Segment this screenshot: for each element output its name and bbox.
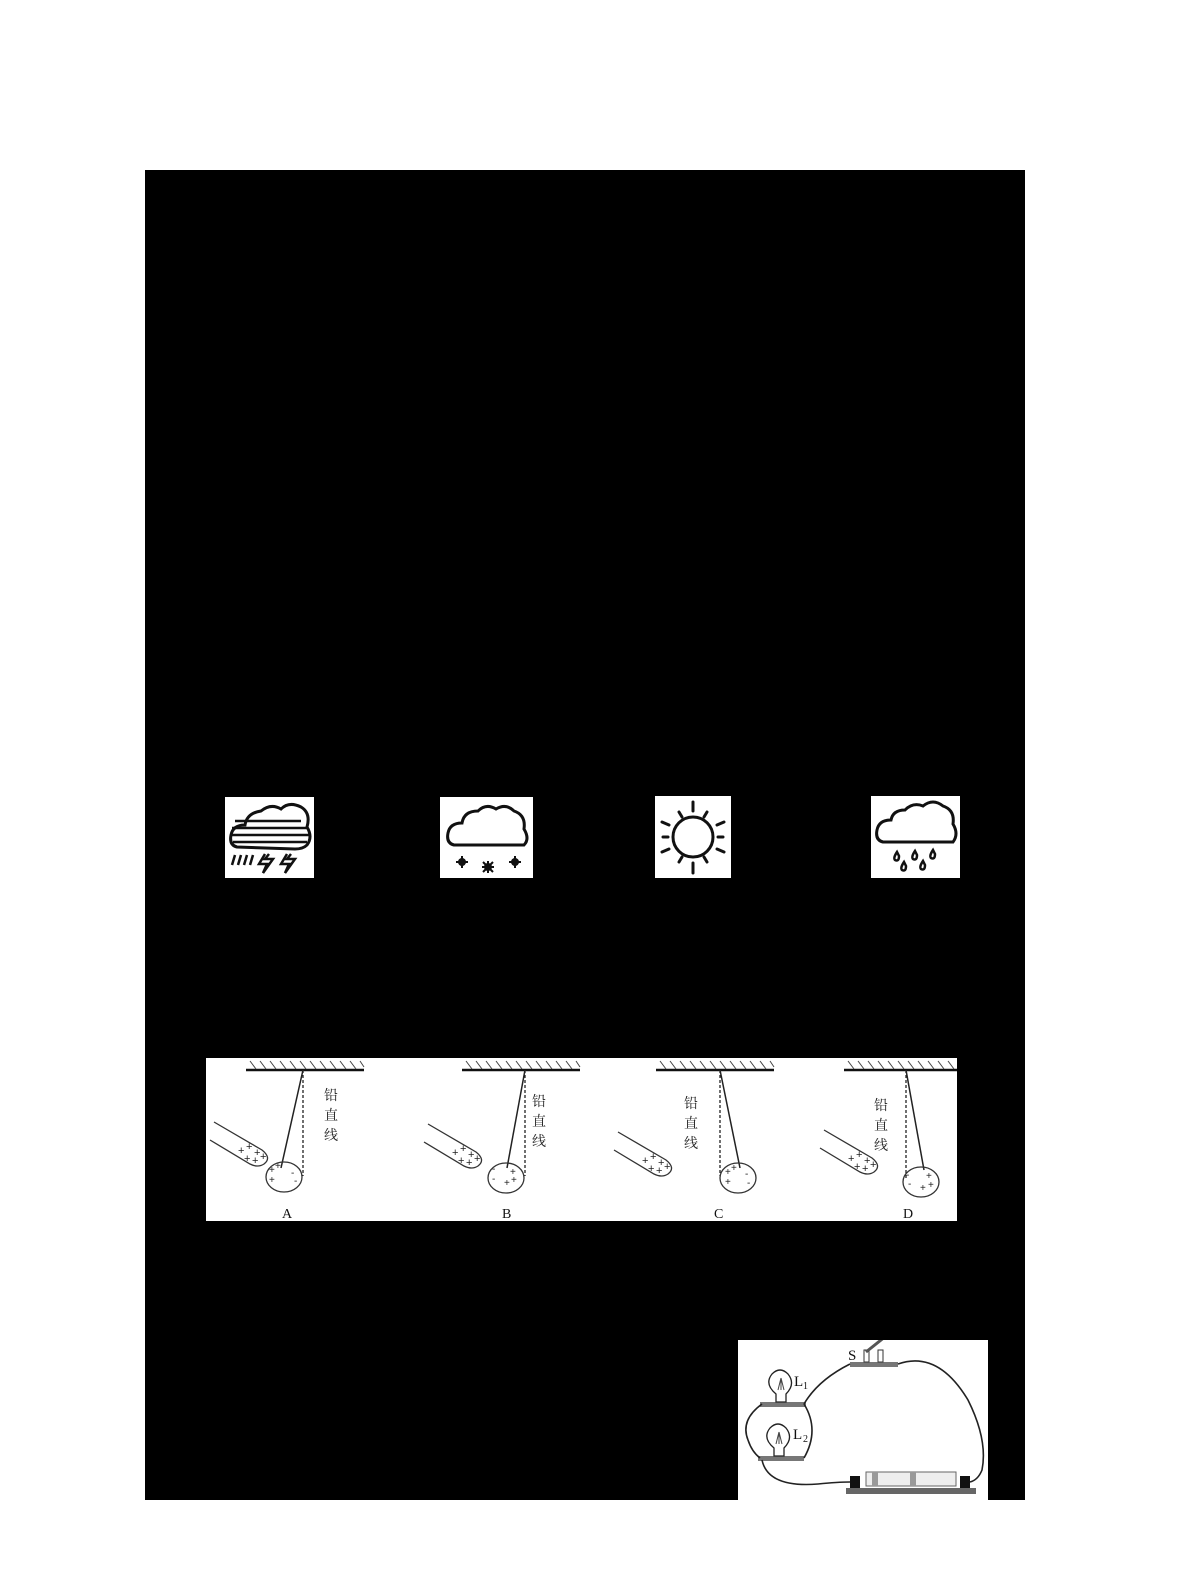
pendulum-options-figure: + + + + + + + + + - - 铅 直 线 A - - + + + 铅 直 线 B + + + - - 铅 直 线 C - - + + + 铅 直 线 D (206, 1058, 957, 1221)
svg-text:直: 直 (684, 1116, 698, 1132)
rain-icon (871, 796, 960, 878)
svg-text:+: + (731, 1163, 737, 1174)
svg-text:直: 直 (874, 1118, 888, 1134)
svg-text:+: + (725, 1177, 731, 1188)
svg-text:直: 直 (324, 1108, 338, 1124)
bulb-l2-icon (767, 1424, 790, 1456)
svg-text:+: + (920, 1183, 926, 1194)
weather-icon-sunny (655, 796, 731, 878)
svg-text:-: - (745, 1169, 749, 1180)
battery-base (846, 1488, 976, 1494)
svg-text:-: - (492, 1174, 496, 1185)
bulb-l1-icon (769, 1370, 792, 1402)
svg-text:+: + (269, 1165, 275, 1176)
svg-text:+: + (510, 1167, 516, 1178)
svg-text:铅: 铅 (684, 1096, 698, 1112)
svg-text:L: L (793, 1427, 803, 1443)
bulb-l2-base (758, 1456, 804, 1461)
svg-text:1: 1 (803, 1381, 808, 1392)
circuit-figure (738, 1340, 988, 1500)
option-d-diagram (820, 1061, 957, 1221)
svg-text:+: + (511, 1175, 517, 1186)
option-c-diagram (614, 1061, 774, 1221)
option-b-label: B (502, 1207, 512, 1221)
svg-text:+: + (275, 1161, 281, 1172)
svg-text:线: 线 (874, 1138, 888, 1154)
svg-text:+: + (926, 1171, 932, 1182)
svg-text:2: 2 (803, 1434, 808, 1445)
option-b-diagram (424, 1061, 580, 1221)
svg-text:-: - (747, 1178, 751, 1189)
thunderstorm-icon (225, 797, 314, 878)
svg-text:铅: 铅 (874, 1098, 888, 1114)
svg-text:线: 线 (684, 1136, 698, 1152)
svg-text:铅: 铅 (532, 1094, 546, 1110)
svg-text:+: + (928, 1180, 934, 1191)
svg-text:铅: 铅 (324, 1088, 338, 1104)
svg-text:-: - (291, 1168, 295, 1179)
svg-text:-: - (908, 1179, 912, 1190)
svg-text:-: - (492, 1164, 496, 1175)
svg-text:+: + (269, 1175, 275, 1186)
snow-icon (440, 797, 533, 878)
svg-text:+: + (504, 1178, 510, 1189)
switch-label: S (848, 1348, 857, 1364)
option-c-label: C (714, 1207, 724, 1221)
option-a-label: A (282, 1207, 293, 1221)
option-d-label: D (903, 1207, 914, 1221)
svg-text:L: L (794, 1374, 804, 1390)
weather-icon-thunderstorm (225, 797, 314, 878)
svg-text:直: 直 (532, 1114, 546, 1130)
sun-icon (655, 796, 731, 878)
svg-text:-: - (906, 1170, 910, 1181)
switch-base (850, 1362, 898, 1367)
svg-text:线: 线 (532, 1134, 546, 1150)
option-a-diagram (210, 1061, 364, 1221)
weather-icon-rain (871, 796, 960, 878)
weather-icon-snow (440, 797, 533, 878)
svg-text:+: + (725, 1167, 731, 1178)
svg-text:-: - (294, 1176, 298, 1187)
svg-text:线: 线 (324, 1128, 338, 1144)
bulb-l1-base (760, 1402, 806, 1407)
